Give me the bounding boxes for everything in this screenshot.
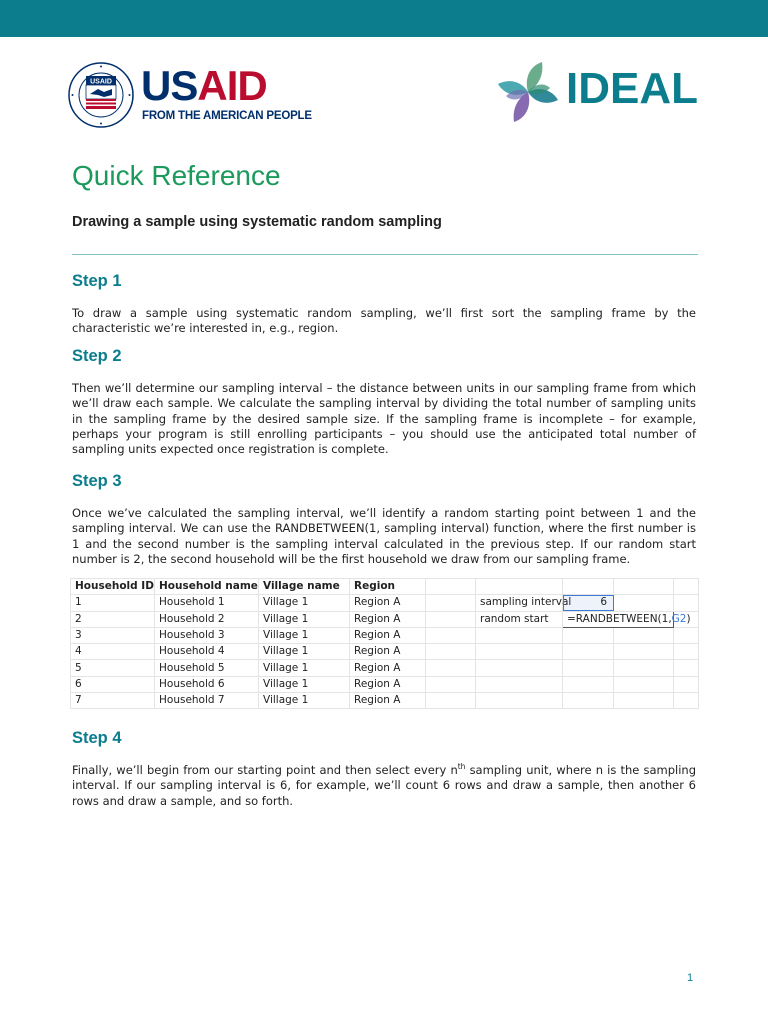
- empty-cell[interactable]: [563, 676, 614, 692]
- formula-prefix: =RANDBETWEEN(1,: [567, 612, 672, 625]
- empty-cell[interactable]: [674, 693, 699, 709]
- table-cell[interactable]: 6: [71, 676, 155, 692]
- table-cell[interactable]: Village 1: [259, 676, 350, 692]
- empty-cell[interactable]: [563, 579, 614, 595]
- table-row: [71, 693, 699, 709]
- empty-cell[interactable]: [426, 660, 476, 676]
- header-row: [71, 579, 699, 595]
- ideal-wordmark: IDEAL: [566, 64, 698, 113]
- empty-cell[interactable]: [614, 644, 674, 660]
- divider: [72, 254, 698, 255]
- table-cell[interactable]: 7: [71, 693, 155, 709]
- table-cell[interactable]: Region A: [350, 627, 426, 643]
- step-4-text-part-2: sampling unit, where n is the sampling interval. If our sampling interval is 6, for example, we’ll count 6 rows and draw a sample, then another 6 rows and draw a sample, and so forth.: [72, 763, 696, 808]
- empty-cell[interactable]: [426, 611, 476, 627]
- empty-cell[interactable]: [426, 644, 476, 660]
- column-header[interactable]: Village name: [259, 579, 350, 595]
- table-cell[interactable]: Region A: [350, 611, 426, 627]
- table-cell[interactable]: 3: [71, 627, 155, 643]
- table-cell[interactable]: Region A: [350, 644, 426, 660]
- usaid-wordmark-us: US: [141, 62, 198, 109]
- empty-cell[interactable]: [614, 579, 674, 595]
- table-row: [71, 595, 699, 611]
- empty-cell[interactable]: [614, 660, 674, 676]
- step-3-heading: Step 3: [72, 472, 122, 490]
- step-3-text: Once we’ve calculated the sampling interval, we’ll identify a random starting point between 1 and the sampling interval. We can use the RANDBETWEEN(1, sampling interval) function, where the first number is 1 and the second number is the sampling interval calculated in the previous step. If our random start number is 2, the second household will be the first household we draw from our sampling frame.: [72, 506, 696, 566]
- ideal-pinwheel-icon: [494, 58, 562, 126]
- table-cell[interactable]: Household 5: [155, 660, 259, 676]
- usaid-logo: [68, 62, 312, 130]
- empty-cell[interactable]: [476, 644, 563, 660]
- step-4-heading: Step 4: [72, 729, 122, 747]
- table-cell[interactable]: Village 1: [259, 611, 350, 627]
- empty-cell[interactable]: [563, 693, 614, 709]
- table-row: [71, 660, 699, 676]
- table-cell[interactable]: Village 1: [259, 660, 350, 676]
- empty-cell[interactable]: [614, 693, 674, 709]
- table-cell[interactable]: Village 1: [259, 693, 350, 709]
- table-cell[interactable]: 4: [71, 644, 155, 660]
- table-cell[interactable]: Region A: [350, 595, 426, 611]
- empty-cell[interactable]: [563, 627, 614, 643]
- table-cell[interactable]: Region A: [350, 660, 426, 676]
- empty-cell[interactable]: [563, 644, 614, 660]
- top-banner: [0, 0, 768, 37]
- spreadsheet-example: [70, 578, 698, 714]
- empty-cell[interactable]: [674, 660, 699, 676]
- table-row: [71, 676, 699, 692]
- table-cell[interactable]: 5: [71, 660, 155, 676]
- usaid-wordmark: [141, 64, 267, 108]
- ideal-logo: [494, 58, 704, 128]
- table-cell[interactable]: Household 4: [155, 644, 259, 660]
- step-4-superscript: th: [457, 762, 466, 772]
- table-cell[interactable]: Region A: [350, 693, 426, 709]
- empty-cell[interactable]: [674, 595, 699, 611]
- empty-cell[interactable]: [563, 660, 614, 676]
- table-cell[interactable]: Village 1: [259, 644, 350, 660]
- empty-cell[interactable]: [614, 676, 674, 692]
- table-row: [71, 627, 699, 643]
- empty-cell[interactable]: [426, 579, 476, 595]
- empty-cell[interactable]: [426, 693, 476, 709]
- sampling-interval-value[interactable]: 6: [563, 595, 614, 611]
- column-header[interactable]: Region: [350, 579, 426, 595]
- step-1-text: To draw a sample using systematic random sampling, we’ll first sort the sampling frame by the characteristic we’re interested in, e.g., region.: [72, 306, 696, 336]
- sampling-interval-label[interactable]: sampling interval: [476, 595, 563, 611]
- page-title: Quick Reference: [72, 160, 281, 191]
- page-subtitle: Drawing a sample using systematic random sampling: [72, 214, 442, 230]
- table-cell[interactable]: Village 1: [259, 595, 350, 611]
- table-cell[interactable]: Household 6: [155, 676, 259, 692]
- page-number: 1: [687, 972, 694, 984]
- step-2-heading: Step 2: [72, 347, 122, 365]
- empty-cell[interactable]: [674, 676, 699, 692]
- table-row: [71, 644, 699, 660]
- step-4-text-part-1: Finally, we’ll begin from our starting point and then select every n: [72, 763, 458, 777]
- empty-cell[interactable]: [476, 676, 563, 692]
- table-cell[interactable]: Household 3: [155, 627, 259, 643]
- table-cell[interactable]: Household 7: [155, 693, 259, 709]
- usaid-wordmark-aid: AID: [197, 62, 267, 109]
- step-4-text: [72, 763, 696, 809]
- empty-cell[interactable]: [674, 627, 699, 643]
- empty-cell[interactable]: [476, 660, 563, 676]
- empty-cell[interactable]: [426, 595, 476, 611]
- table-cell[interactable]: 1: [71, 595, 155, 611]
- table-cell[interactable]: Region A: [350, 676, 426, 692]
- random-start-label[interactable]: random start: [476, 611, 563, 627]
- table-cell[interactable]: Household 1: [155, 595, 259, 611]
- formula-suffix: ): [686, 612, 691, 625]
- usaid-seal-label: USAID: [90, 78, 112, 86]
- step-2-text: Then we’ll determine our sampling interval – the distance between units in our sampling frame from which we’ll draw each sample. We calculate the sampling interval by dividing the total number of sampling units in the sampling frame by the desired sample size. If the sampling frame is incomplete – for example, perhaps your program is still enrolling participants – you should use the anticipated total number of sampling units expected once registration is complete.: [72, 381, 696, 457]
- empty-cell[interactable]: [476, 627, 563, 643]
- table-cell[interactable]: Village 1: [259, 627, 350, 643]
- empty-cell[interactable]: [426, 676, 476, 692]
- random-start-formula[interactable]: [563, 611, 691, 627]
- empty-cell[interactable]: [614, 595, 674, 611]
- empty-cell[interactable]: [476, 579, 563, 595]
- empty-cell[interactable]: [674, 644, 699, 660]
- empty-cell[interactable]: [426, 627, 476, 643]
- column-header[interactable]: Household name: [155, 579, 259, 595]
- usaid-tagline: FROM THE AMERICAN PEOPLE: [142, 110, 312, 122]
- usaid-seal-icon: [68, 62, 134, 128]
- table-cell[interactable]: 2: [71, 611, 155, 627]
- table-row: [71, 611, 699, 627]
- formula-reference: G2: [671, 612, 687, 625]
- spreadsheet-table: [70, 578, 699, 709]
- empty-cell[interactable]: [674, 579, 699, 595]
- column-header[interactable]: Household ID: [71, 579, 155, 595]
- step-1-heading: Step 1: [72, 272, 122, 290]
- empty-cell[interactable]: [614, 627, 674, 643]
- empty-cell[interactable]: [476, 693, 563, 709]
- table-cell[interactable]: Household 2: [155, 611, 259, 627]
